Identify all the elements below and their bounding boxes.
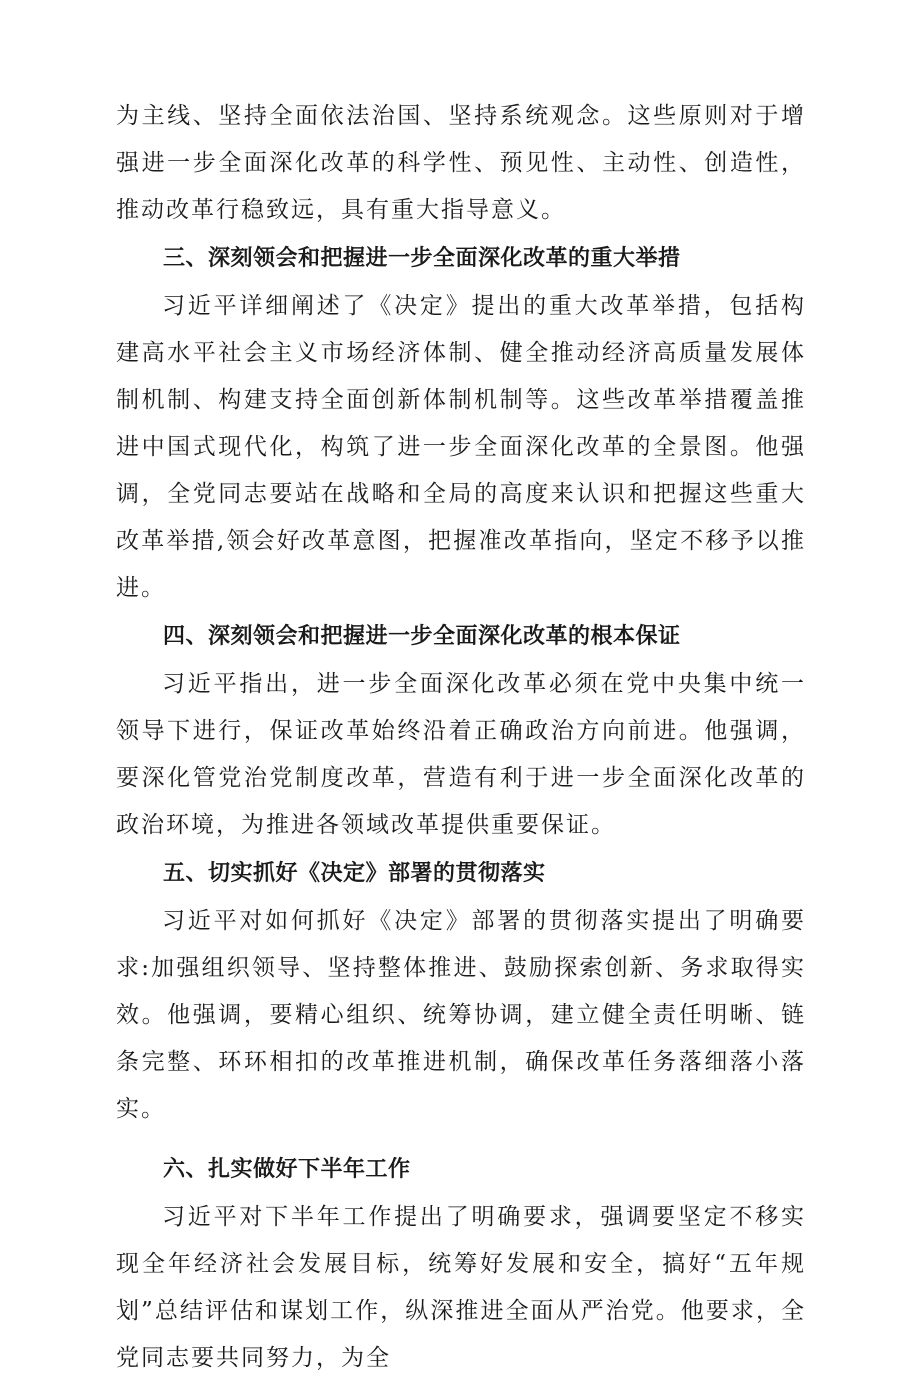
section-heading-6: 六、扎实做好下半年工作 [163, 1157, 411, 1182]
section-paragraph-5: 习近平对如何抓好《决定》部署的贯彻落实提出了明确要求:加强组织领导、坚持整体推进、鼓励探索创新、务求取得实效。他强调，要精心组织、统筹协调，建立健全责任明晰、链条完整、环环相扣的改革推进机制，确保改革任务落细落小落实。 [116, 908, 806, 1122]
section-heading-4: 四、深刻领会和把握进一步全面深化改革的根本保证 [163, 624, 681, 649]
intro-paragraph: 为主线、坚持全面依法治国、坚持系统观念。这些原则对于增强进一步全面深化改革的科学性、预见性、主动性、创造性，推动改革行稳致远，具有重大指导意义。 [116, 103, 806, 223]
document-body [116, 93, 806, 1382]
section-paragraph-6: 习近平对下半年工作提出了明确要求，强调要坚定不移实现全年经济社会发展目标，统筹好发展和安全，搞好“五年规划”总结评估和谋划工作，纵深推进全面从严治党。他要求，全党同志要共同努力，为全 [116, 1204, 806, 1371]
section-heading-3: 三、深刻领会和把握进一步全面深化改革的重大举措 [163, 246, 681, 271]
section-paragraph-4: 习近平指出，进一步全面深化改革必须在党中央集中统一领导下进行，保证改革始终沿着正确政治方向前进。他强调，要深化管党治党制度改革，营造有利于进一步全面深化改革的政治环境，为推进各领域改革提供重要保证。 [116, 671, 806, 838]
section-paragraph-3: 习近平详细阐述了《决定》提出的重大改革举措，包括构建高水平社会主义市场经济体制、健全推动经济高质量发展体制机制、构建支持全面创新体制机制等。这些改革举措覆盖推进中国式现代化，构筑了进一步全面深化改革的全景图。他强调，全党同志要站在战略和全局的高度来认识和把握这些重大改革举措,领会好改革意图，把握准改革指向，坚定不移予以推进。 [116, 293, 806, 601]
section-heading-5: 五、切实抓好《决定》部署的贯彻落实 [163, 861, 546, 886]
